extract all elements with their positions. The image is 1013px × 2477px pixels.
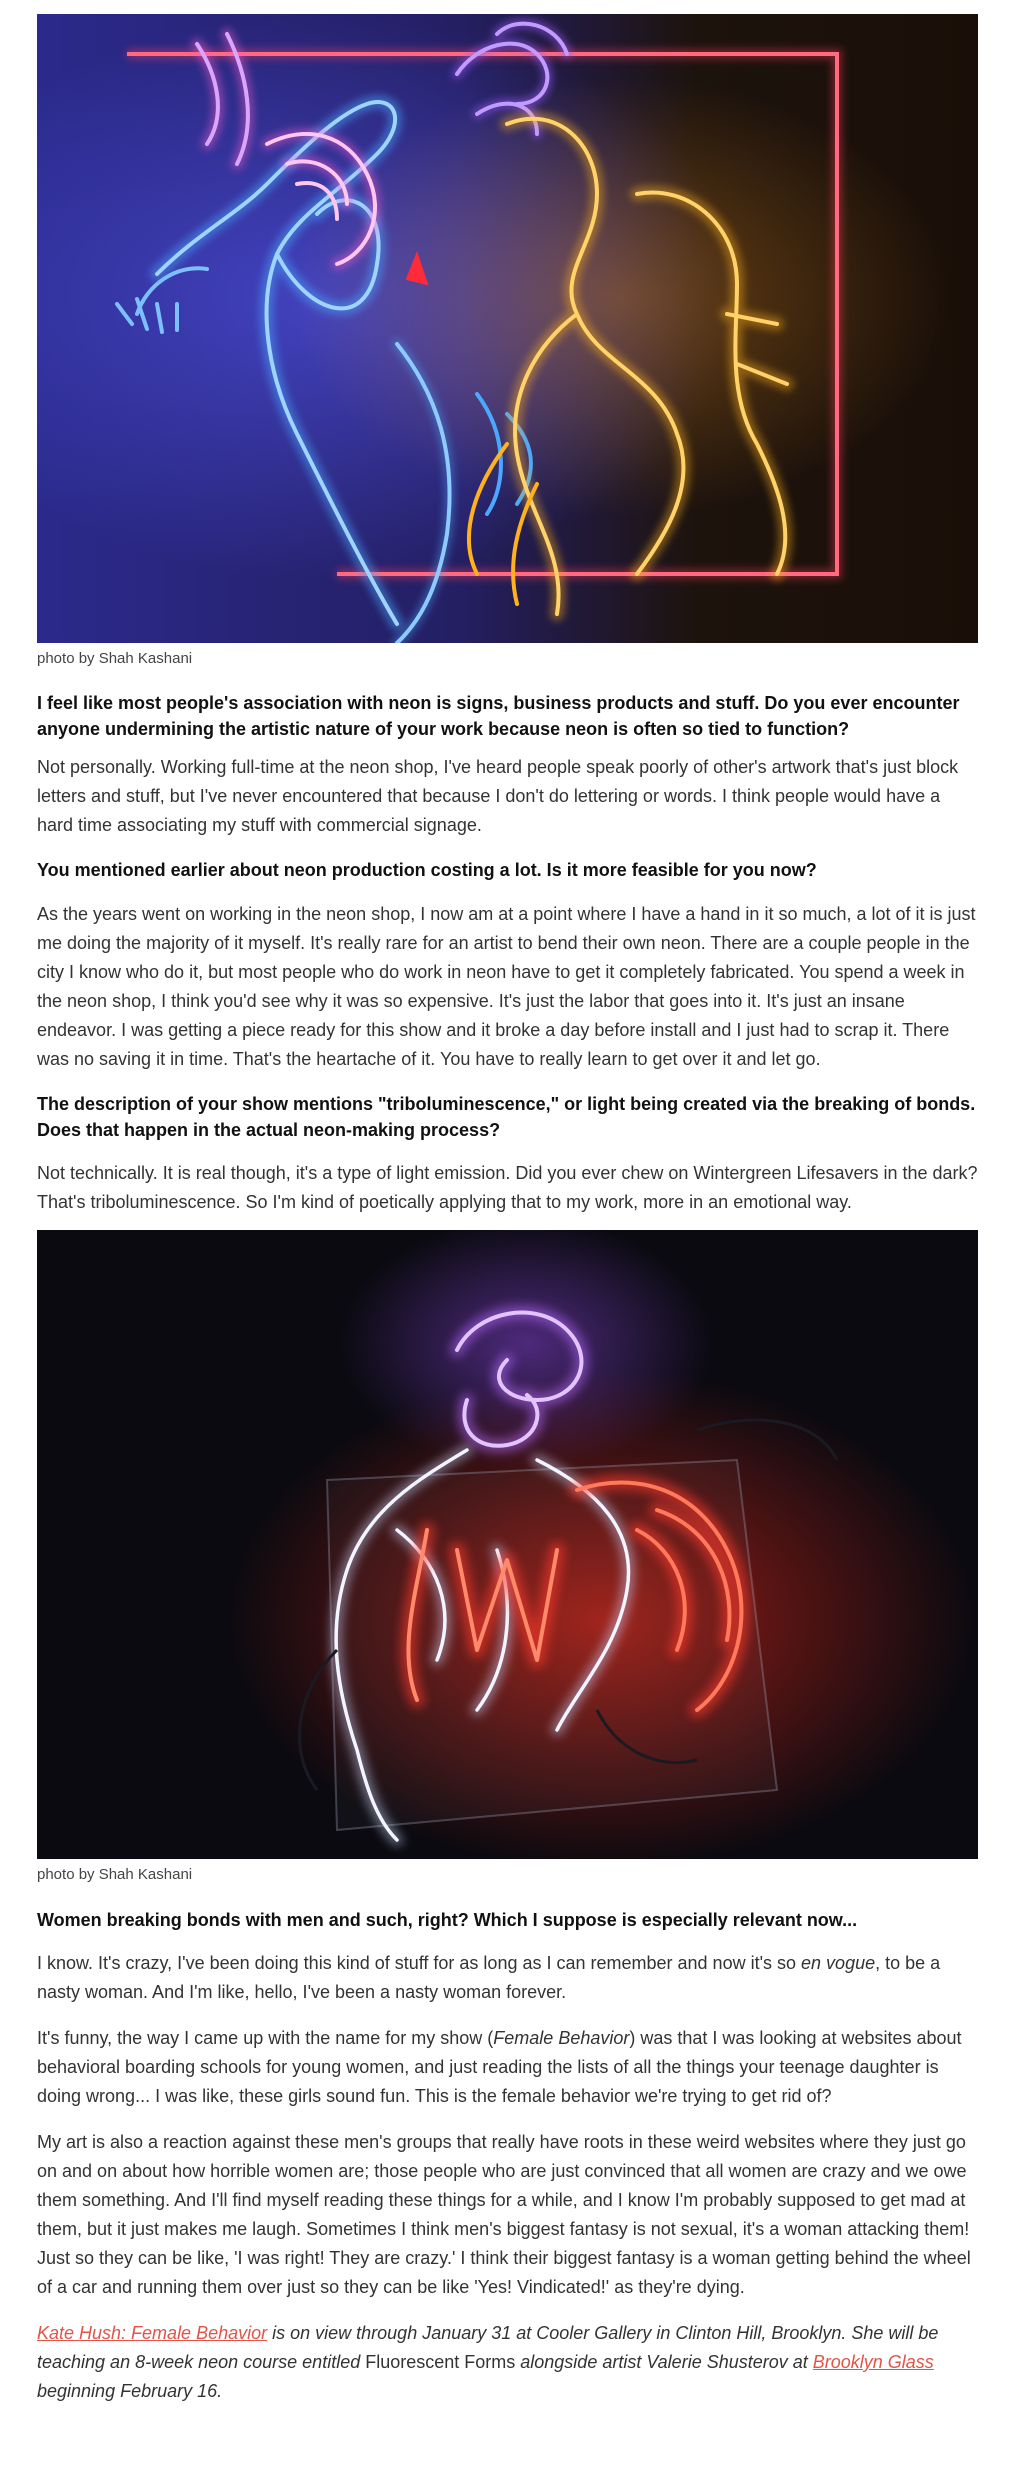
neon-figures-illustration-1: [37, 14, 978, 643]
course-title: Fluorescent Forms: [365, 2352, 516, 2372]
closing-text-b: alongside artist Valerie Shusterov at: [515, 2352, 813, 2372]
interview-answer-6: My art is also a reaction against these men's groups that really have roots in these weird websites where they just go on and on about how horrible women are; those people who are just convinced that all women are crazy and we owe them something. And I'll find myself reading these things for a while, and I know I'm probably supposed to get mad at them, but it just makes me laugh. Sometimes I think men's biggest fantasy is not sexual, it's a woman attacking them! Just so they can be like, 'I was right! They are crazy.' I think their biggest fantasy is a woman getting behind the wheel of a car and running them over just so they can be like 'Yes! Vindicated!' as they're dying.: [37, 2132, 971, 2297]
brooklyn-glass-link[interactable]: Brooklyn Glass: [812, 2352, 934, 2372]
interview-question-1: I feel like most people's association with neon is signs, business products and stuff. Do you ever encounter anyone undermining the artistic nature of your work because neon is often so tied to function?: [37, 693, 960, 739]
photo-caption-1: photo by Shah Kashani: [37, 650, 193, 667]
interview-answer-3: Not technically. It is real though, it's a type of light emission. Did you ever chew on Wintergreen Lifesavers in the dark? That's triboluminescence. So I'm kind of poetically applying that to my work, more in an emotional way.: [37, 1163, 978, 1212]
neon-artwork-photo-1: [37, 14, 978, 643]
interview-answer-4: [37, 1949, 978, 2007]
interview-answer-2: As the years went on working in the neon shop, I now am at a point where I have a hand in it so much, a lot of it is just me doing the majority of it myself. It's really rare for an artist to bend their own neon. There are a couple people in the city I know who do it, but most people who do work in neon have to get it completely fabricated. You spend a week in the neon shop, I think you'd see why it was so expensive. It's just the labor that goes into it. It's just an insane endeavor. I was getting a piece ready for this show and it broke a day before install and I just had to scrap it. There was no saving it in time. That's the heartache of it. You have to really learn to get over it and let go.: [37, 904, 976, 1069]
answer-4-text-a: I know. It's crazy, I've been doing this kind of stuff for as long as I can remember and now it's so: [37, 1953, 802, 1973]
closing-note: [37, 2319, 978, 2406]
show-link[interactable]: Kate Hush: Female Behavior: [37, 2323, 268, 2343]
answer-4-text-b: , to be a nasty woman. And I'm like, hello, I've been a nasty woman forever.: [37, 1953, 941, 2002]
interview-answer-1: Not personally. Working full-time at the neon shop, I've heard people speak poorly of other's artwork that's just block letters and stuff, but I've never encountered that because I don't do lettering or words. I think people would have a hard time associating my stuff with commercial signage.: [37, 757, 959, 835]
interview-question-2: You mentioned earlier about neon production costing a lot. Is it more feasible for you now?: [37, 860, 817, 880]
show-title-emphasis: Female Behavior: [493, 2028, 630, 2048]
photo-caption-2: photo by Shah Kashani: [37, 1866, 193, 1883]
closing-text-a: is on view through January 31 at Cooler Gallery in Clinton Hill, Brooklyn. She will be teaching an 8-week neon course entitled: [37, 2323, 939, 2372]
answer-5-text-b: ) was that I was looking at websites about behavioral boarding schools for young women, and just reading the lists of all the things your teenage daughter is doing wrong... I was like, these girls sound fun. This is the female behavior we're trying to get rid of?: [37, 2028, 962, 2106]
article: [37, 0, 978, 2406]
neon-figures-illustration-2: [37, 1230, 978, 1859]
answer-5-text-a: It's funny, the way I came up with the name for my show (: [37, 2028, 494, 2048]
neon-artwork-photo-2: [37, 1230, 978, 1859]
interview-question-3: The description of your show mentions "triboluminescence," or light being created via the breaking of bonds. Does that happen in the actual neon-making process?: [37, 1094, 976, 1140]
interview-answer-5: [37, 2024, 978, 2111]
interview-question-4: Women breaking bonds with men and such, right? Which I suppose is especially relevant now...: [37, 1910, 858, 1930]
closing-text-c: beginning February 16.: [37, 2381, 223, 2401]
answer-4-emphasis: en vogue: [801, 1953, 876, 1973]
